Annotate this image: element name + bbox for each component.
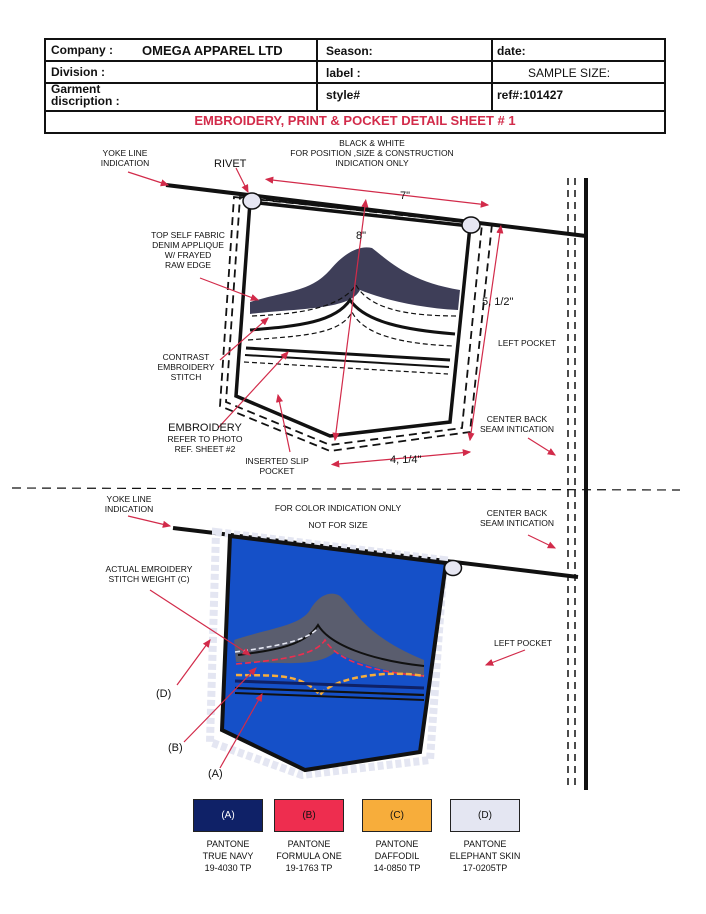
yoke-label-top: YOKE LINE INDICATION xyxy=(100,148,150,168)
applique-label: TOP SELF FABRIC DENIM APPLIQUE W/ FRAYED RAW EDGE xyxy=(151,230,225,270)
sheet-title: EMBROIDERY, PRINT & POCKET DETAIL SHEET # 1 xyxy=(194,113,516,128)
date-label: date: xyxy=(497,44,526,58)
center-back-label-bottom: CENTER BACK SEAM INTICATION xyxy=(480,508,554,528)
season-label: Season: xyxy=(326,44,373,58)
marker-a: (A) xyxy=(208,768,223,780)
swatch-formula-one: (B) xyxy=(274,799,344,832)
yoke-line-top xyxy=(166,185,586,236)
color-note: FOR COLOR INDICATION ONLY NOT FOR SIZE xyxy=(274,503,402,530)
ref-number: ref#:101427 xyxy=(497,88,564,102)
yoke-label-bottom: YOKE LINE INDICATION xyxy=(104,494,154,514)
swatch-elephant-skin: (D) xyxy=(450,799,520,832)
section-divider xyxy=(12,488,680,490)
sample-size-label: SAMPLE SIZE: xyxy=(528,66,611,80)
label-label: label : xyxy=(326,66,361,80)
bw-note: BLACK & WHITE FOR POSITION ,SIZE & CONSTRUCTION INDICATION ONLY xyxy=(290,138,454,168)
marker-d: (D) xyxy=(156,688,172,700)
contrast-stitch-label: CONTRAST EMBROIDERY STITCH xyxy=(157,352,215,382)
swatch-label-c: PANTONE DAFFODIL 14-0850 TP xyxy=(373,839,421,873)
swatch-label-d: PANTONE ELEPHANT SKIN 17-0205TP xyxy=(449,839,521,873)
swatch-label-b: PANTONE FORMULA ONE 19-1763 TP xyxy=(276,839,342,873)
embroidery-label: EMBROIDERY REFER TO PHOTO REF. SHEET #2 xyxy=(167,422,243,454)
swatch-true-navy: (A) xyxy=(193,799,263,832)
company-value: OMEGA APPAREL LTD xyxy=(142,43,283,58)
garment-description-label: Garment discription : xyxy=(51,82,120,108)
actual-stitch-label: ACTUAL EMROIDERY STITCH WEIGHT (C) xyxy=(105,564,193,584)
rivet-left xyxy=(243,193,261,209)
inserted-slip-label: INSERTED SLIP POCKET xyxy=(245,456,309,476)
style-label: style# xyxy=(326,88,361,102)
division-label: Division : xyxy=(51,65,106,79)
left-pocket-label-bottom: LEFT POCKET xyxy=(494,638,552,648)
dim-bottom: 4, 1/4" xyxy=(390,454,422,466)
dim-width: 7" xyxy=(400,190,411,202)
company-label: Company : xyxy=(51,43,114,57)
dim-side: 5, 1/2" xyxy=(482,296,514,308)
center-back-label-top: CENTER BACK SEAM INTICATION xyxy=(480,414,554,434)
swatch-daffodil: (C) xyxy=(362,799,432,832)
left-pocket-label-top: LEFT POCKET xyxy=(498,338,556,348)
pocket-outline-top xyxy=(236,202,470,436)
rivet-right xyxy=(462,217,480,233)
marker-b: (B) xyxy=(168,742,183,754)
rivet-label: RIVET xyxy=(214,158,247,170)
dim-height: 8" xyxy=(356,230,367,242)
swatch-label-a: PANTONE TRUE NAVY 19-4030 TP xyxy=(202,839,254,873)
